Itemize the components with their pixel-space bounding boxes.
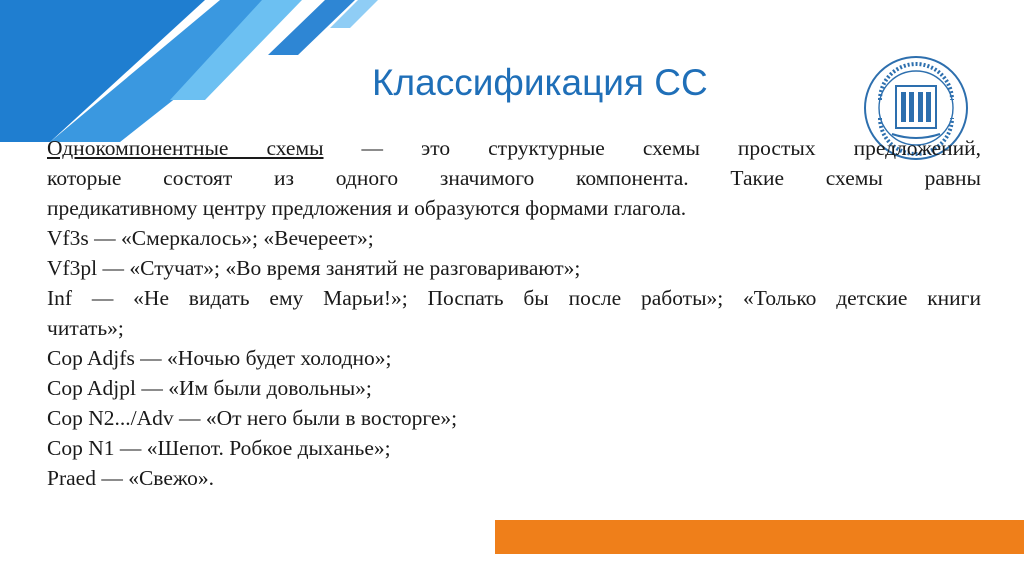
intro-line-3: предикативному центру предложения и образуются формами глагола.: [47, 196, 687, 220]
example-line: Cop Adjfs — «Ночью будет холодно»;: [47, 346, 392, 370]
accent-bar: [495, 520, 1024, 554]
example-line: Inf — «Не видать ему Марьи!»; Поспать бы после работы»; «Только детские книги: [47, 286, 981, 310]
example-line: Vf3s — «Смеркалось»; «Вечереет»;: [47, 226, 374, 250]
term-underlined: Однокомпонентные схемы: [47, 136, 324, 160]
intro-line-2: которые состоят из одного значимого компонента. Такие схемы равны: [47, 166, 981, 190]
example-line: Praed — «Свежо».: [47, 466, 215, 490]
slide-title: Классификация СС: [372, 62, 708, 103]
example-line: Cop N2.../Adv — «От него были в восторге»;: [47, 406, 458, 430]
intro-line-1-rest: — это структурные схемы простых предложений,: [323, 136, 981, 160]
example-line: Cop N1 — «Шепот. Робкое дыханье»;: [47, 436, 391, 460]
intro-line-1: [47, 133, 981, 163]
slide-body: [47, 133, 981, 493]
example-line: Cop Adjpl — «Им были довольны»;: [47, 376, 372, 400]
example-line: Vf3pl — «Стучат»; «Во время занятий не разговаривают»;: [47, 256, 581, 280]
example-line-continued: читать»;: [47, 316, 124, 340]
